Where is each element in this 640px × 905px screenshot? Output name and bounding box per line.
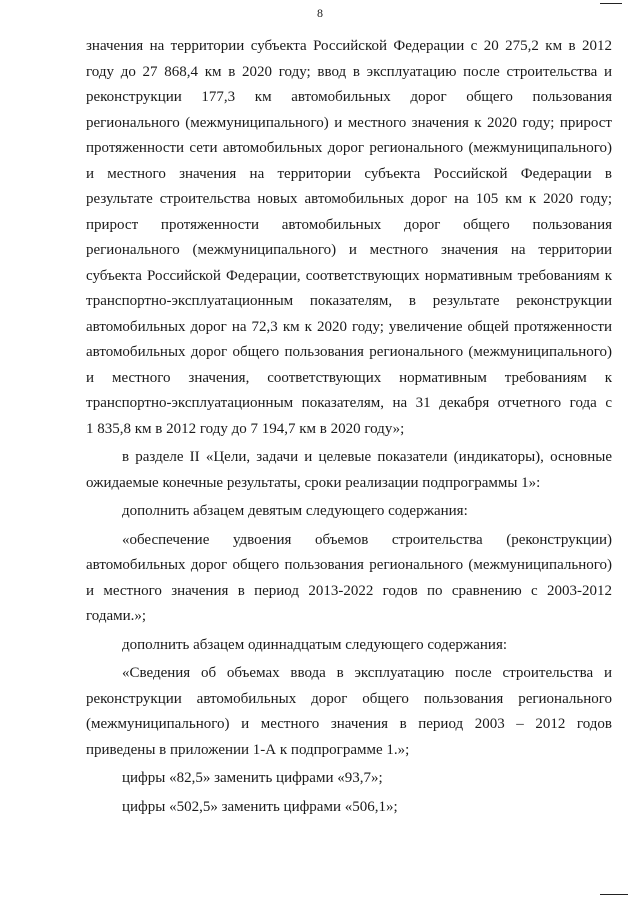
- text-line: автомобильных дорог на 72,3 км к 2020 году; увеличение общей протяженности: [86, 318, 612, 335]
- text-line: транспортно-эксплуатационным показателям, в результате реконструкции: [86, 293, 612, 309]
- text-line: в разделе II «Цели, задачи и целевые показатели (индикаторы), основные: [122, 449, 612, 465]
- text-line: и местного значения, соответствующих нормативным требованиям к: [86, 369, 612, 386]
- text-line: году до 27 868,4 км в 2020 году; ввод в эксплуатацию после строительства и: [86, 63, 612, 80]
- text-line: «обеспечение удвоения объемов строительства (реконструкции): [122, 531, 612, 548]
- text-line: протяженности сети автомобильных дорог регионального (межмуниципального): [86, 140, 612, 156]
- text-line: реконструкции 177,3 км автомобильных дорог общего пользования: [86, 89, 612, 105]
- text-line: прирост протяженности автомобильных дорог общего пользования: [86, 216, 612, 233]
- corner-mark-bottom: [600, 894, 628, 895]
- text-line: приведены в приложении 1-А к подпрограмме 1.»;: [86, 741, 410, 758]
- text-line: дополнить абзацем одиннадцатым следующего содержания:: [122, 636, 508, 653]
- text-line: цифры «82,5» заменить цифрами «93,7»;: [122, 770, 383, 786]
- document-body: [86, 34, 612, 820]
- text-line: транспортно-эксплуатационным показателям, на 31 декабря отчетного года с: [86, 395, 612, 411]
- text-line: субъекта Российской Федерации, соответствующих нормативным требованиям к: [86, 267, 612, 284]
- text-line: «Сведения об объемах ввода в эксплуатацию после строительства и: [122, 665, 612, 681]
- text-line: 1 835,8 км в 2012 году до 7 194,7 км в 2020 году»;: [86, 420, 405, 437]
- text-line: и местного значения в период 2013-2022 годов по сравнению с 2003-2012: [86, 582, 612, 599]
- text-line: годами.»;: [86, 608, 147, 624]
- text-line: регионального (межмуниципального) и местного значения к 2020 году; прирост: [86, 114, 612, 131]
- text-line: и местного значения на территории субъекта Российской Федерации в: [86, 165, 612, 182]
- text-line: цифры «502,5» заменить цифрами «506,1»;: [122, 798, 398, 815]
- page-number: 8: [317, 6, 323, 20]
- text-line: дополнить абзацем девятым следующего содержания:: [122, 503, 468, 519]
- text-line: значения на территории субъекта Российской Федерации с 20 275,2 км в 2012: [86, 38, 612, 54]
- text-line: (межмуниципального) и местного значения в период 2003 – 2012 годов: [86, 716, 612, 732]
- corner-mark-top: [600, 3, 622, 4]
- text-line: ожидаемые конечные результаты, сроки реализации подпрограммы 1»:: [86, 474, 541, 491]
- text-line: реконструкции автомобильных дорог общего пользования регионального: [86, 690, 612, 707]
- text-line: автомобильных дорог общего пользования регионального (межмуниципального): [86, 344, 612, 360]
- text-line: результате строительства новых автомобильных дорог на 105 км к 2020 году;: [86, 191, 612, 207]
- text-line: автомобильных дорог общего пользования регионального (межмуниципального): [86, 557, 612, 573]
- text-line: регионального (межмуниципального) и местного значения на территории: [86, 242, 612, 258]
